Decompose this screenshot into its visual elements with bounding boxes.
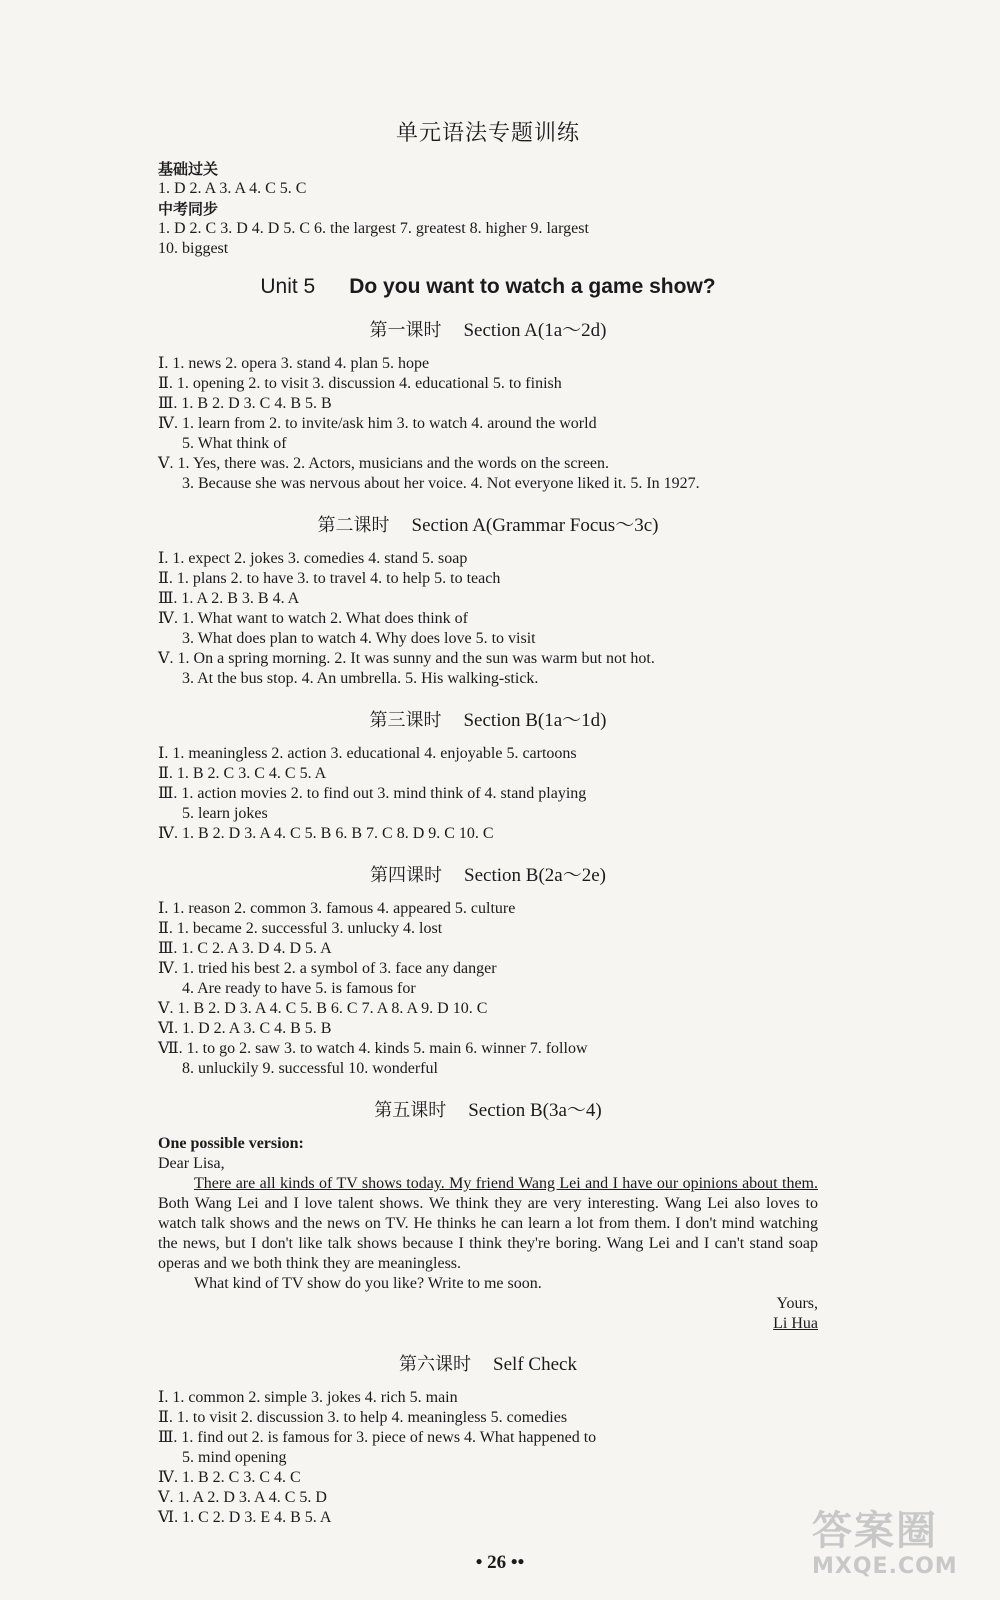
lesson-4-line: Ⅶ. 1. to go 2. saw 3. to watch 4. kinds 5. main 6. winner 7. follow [158,1040,588,1057]
lesson-6-line: Ⅲ. 1. find out 2. is famous for 3. piece of news 4. What happened to [158,1429,597,1446]
lesson-4-line: Ⅳ. 1. tried his best 2. a symbol of 3. face any danger [158,960,497,977]
lesson-3-label: 第三课时 [369,710,442,731]
essay-paragraph-1 [158,1174,818,1274]
grammar-title: 单元语法专题训练 [395,121,580,146]
essay-body-text: Both Wang Lei and I love talent shows. We think they are very interesting. Wang Lei also loves to watch talk shows and the news on TV. He thinks he can learn a lot from them. I don't mind watching the news, but I don't like talk shows because I think they're boring. Wang Lei and I can't stand soap operas and we both think they are meaningless. [158,1195,818,1272]
lesson-1-section: Section A(1a～2d) [463,320,607,341]
lesson-6-line: 5. mind opening [182,1449,287,1466]
unit-heading [158,275,818,299]
lesson-6-line: Ⅳ. 1. B 2. C 3. C 4. C [158,1469,301,1486]
exam-answers-2: 10. biggest [158,240,229,257]
lesson-1-line: Ⅱ. 1. opening 2. to visit 3. discussion 4. educational 5. to finish [158,375,562,392]
lesson-1-line: Ⅰ. 1. news 2. opera 3. stand 4. plan 5. hope [158,355,430,372]
watermark-url: MXQE.COM [812,1554,958,1579]
lesson-5-heading [158,1095,818,1122]
lesson-2-line: Ⅴ. 1. On a spring morning. 2. It was sunny and the sun was warm but not hot. [158,650,655,667]
page-number: • 26 •• [475,1552,525,1573]
lesson-4-line: 4. Are ready to have 5. is famous for [182,980,416,997]
lesson-6-line: Ⅱ. 1. to visit 2. discussion 3. to help 4. meaningless 5. comedies [158,1409,568,1426]
lesson-3-heading [158,705,818,732]
lesson-2-line: Ⅳ. 1. What want to watch 2. What does think of [158,610,468,627]
lesson-3-line: Ⅲ. 1. action movies 2. to find out 3. mind think of 4. stand playing [158,785,587,802]
lesson-1-label: 第一课时 [369,320,442,341]
lesson-4-section: Section B(2a～2e) [464,865,606,886]
lesson-3-section: Section B(1a～1d) [463,710,607,731]
lesson-5-label: 第五课时 [374,1100,447,1121]
lesson-1-line: 5. What think of [182,435,287,452]
exam-label: 中考同步 [158,200,219,218]
lesson-6-line: Ⅰ. 1. common 2. simple 3. jokes 4. rich 5. main [158,1389,458,1406]
lesson-3-line: Ⅰ. 1. meaningless 2. action 3. educational 4. enjoyable 5. cartoons [158,745,577,762]
lesson-1-line: 3. Because she was nervous about her voice. 4. Not everyone liked it. 5. In 1927. [182,475,700,492]
version-label: One possible version: [158,1135,304,1152]
lesson-3-line: Ⅱ. 1. B 2. C 3. C 4. C 5. A [158,765,327,782]
lesson-4-heading [158,860,818,887]
lesson-2-line: Ⅰ. 1. expect 2. jokes 3. comedies 4. stand 5. soap [158,550,468,567]
lesson-6-section: Self Check [493,1354,577,1375]
lesson-4-line: Ⅵ. 1. D 2. A 3. C 4. B 5. B [158,1020,332,1037]
lesson-6-line: Ⅴ. 1. A 2. D 3. A 4. C 5. D [158,1489,327,1506]
lesson-2-line: 3. What does plan to watch 4. Why does love 5. to visit [182,630,536,647]
sample-essay [158,1134,818,1334]
essay-closing: Yours, [776,1295,818,1312]
lesson-4-line: 8. unluckily 9. successful 10. wonderful [182,1060,438,1077]
lesson-1-line: Ⅲ. 1. B 2. D 3. C 4. B 5. B [158,395,332,412]
lesson-1-heading [158,315,818,342]
essay-greeting: Dear Lisa, [158,1155,225,1172]
watermark-text: 答案圈 [812,1508,938,1554]
lesson-6-line: Ⅵ. 1. C 2. D 3. E 4. B 5. A [158,1509,332,1526]
exam-answers-1: 1. D 2. C 3. D 4. D 5. C 6. the largest 7. greatest 8. higher 9. largest [158,220,589,237]
lesson-5-section: Section B(3a～4) [468,1100,602,1121]
essay-paragraph-2: What kind of TV show do you like? Write to me soon. [194,1275,542,1292]
basic-answers: 1. D 2. A 3. A 4. C 5. C [158,180,307,197]
lesson-4-line: Ⅰ. 1. reason 2. common 3. famous 4. appeared 5. culture [158,900,516,917]
lesson-4-line: Ⅱ. 1. became 2. successful 3. unlucky 4. lost [158,920,443,937]
lesson-3-line: Ⅳ. 1. B 2. D 3. A 4. C 5. B 6. B 7. C 8. D 9. C 10. C [158,825,494,842]
basic-label: 基础过关 [158,160,219,178]
essay-signature [158,1314,818,1334]
lesson-2-heading [158,510,818,537]
essay-underlined-text: There are all kinds of TV shows today. My friend Wang Lei and I have our opinions about them. [194,1175,818,1192]
essay-signature-name: Li Hua [773,1315,818,1332]
lesson-6-label: 第六课时 [399,1354,472,1375]
lesson-2-line: Ⅲ. 1. A 2. B 3. B 4. A [158,590,300,607]
lesson-1-line: Ⅳ. 1. learn from 2. to invite/ask him 3. to watch 4. around the world [158,415,597,432]
lesson-2-label: 第二课时 [317,515,390,536]
lesson-2-line: Ⅱ. 1. plans 2. to have 3. to travel 4. to help 5. to teach [158,570,501,587]
unit-title: Do you want to watch a game show? [349,275,716,298]
lesson-4-line: Ⅴ. 1. B 2. D 3. A 4. C 5. B 6. C 7. A 8. A 9. D 10. C [158,1000,488,1017]
unit-number: Unit 5 [260,275,316,298]
lesson-4-line: Ⅲ. 1. C 2. A 3. D 4. D 5. A [158,940,332,957]
lesson-2-section: Section A(Grammar Focus～3c) [411,515,659,536]
lesson-3-line: 5. learn jokes [182,805,268,822]
lesson-1-line: Ⅴ. 1. Yes, there was. 2. Actors, musicians and the words on the screen. [158,455,610,472]
lesson-2-line: 3. At the bus stop. 4. An umbrella. 5. His walking-stick. [182,670,539,687]
watermark-logo [812,1508,982,1588]
lesson-6-heading [158,1350,818,1376]
lesson-4-label: 第四课时 [370,865,443,886]
answer-page [158,110,818,1528]
